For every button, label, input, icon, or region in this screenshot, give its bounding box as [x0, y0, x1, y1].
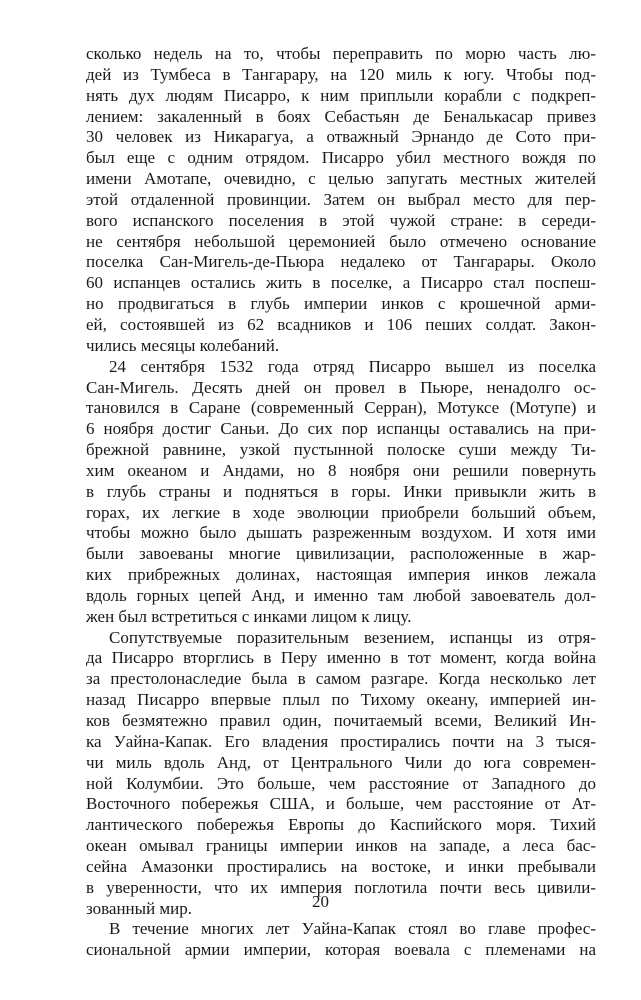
text-line: вдоль горных цепей Анд, и именно там любой завоеватель дол- — [86, 585, 596, 605]
text-line: Восточного побережья США, и больше, чем расстояние от Ат- — [86, 794, 596, 814]
text-line: горах, их легкие в ходе эволюции приобрели больший объем, — [86, 502, 596, 522]
text-line: да Писарро вторглись в Перу именно в тот момент, когда война — [86, 648, 596, 668]
text-line: лантического побережья Европы до Каспийского моря. Тихий — [86, 815, 596, 835]
text-line: за престолонаследие была в самом разгаре. Когда несколько лет — [86, 669, 596, 689]
text-line: 30 человек из Никарагуа, а отважный Эрнандо де Сото при- — [86, 127, 596, 147]
text-line: ка Уайна-Капак. Его владения простирались почти на 3 тыся- — [86, 731, 596, 751]
text-line: был еще с одним отрядом. Писарро убил местного вождя по — [86, 148, 596, 168]
text-line: 6 ноября достиг Саньи. До сих пор испанцы оставались на при- — [86, 419, 596, 439]
text-line: в глубь страны и подняться в горы. Инки привыкли жить в — [86, 481, 596, 501]
text-line: ких прибрежных долинах, настоящая империя инков лежала — [86, 565, 596, 585]
text-line: океан омывал границы империи инков на западе, а леса бас- — [86, 836, 596, 856]
text-line: хим океаном и Андами, но 8 ноября они решили повернуть — [86, 460, 596, 480]
text-line: 60 испанцев остались жить в поселке, а Писарро стал поспеш- — [86, 273, 596, 293]
text-line: лением: закаленный в боях Себастьян де Беналькасар привез — [86, 106, 596, 126]
text-line: жен был встретиться с инками лицом к лицу. — [86, 606, 412, 626]
text-line: брежной равнине, узкой пустынной полоске суши между Ти- — [86, 440, 596, 460]
page-number: 20 — [312, 892, 329, 911]
text-line: назад Писарро впервые плыл по Тихому океану, империей ин- — [86, 690, 596, 710]
text-line: сиональной армии империи, которая воевала с племенами на — [86, 940, 596, 960]
text-line: вого испанского поселения в этой чужой стране: в середи- — [86, 210, 596, 230]
text-line: имени Амотапе, очевидно, с целью запугать местных жителей — [86, 169, 596, 189]
text-line: поселка Сан-Мигель-де-Пьюра недалеко от Тангарары. Около — [86, 252, 596, 272]
text-line: зованный мир. — [86, 898, 193, 918]
text-line: этой отдаленной провинции. Затем он выбрал место для пер- — [86, 189, 596, 209]
text-line: сколько недель на то, чтобы переправить по морю часть лю- — [86, 44, 596, 63]
text-line: но продвигаться в глубь империи инков с крошечной арми- — [86, 294, 596, 314]
text-line: сейна Амазонки простирались на востоке, и инки пребывали — [86, 856, 596, 876]
text-line: чились месяцы колебаний. — [86, 335, 280, 355]
text-line: в уверенности, что их империя поглотила почти весь цивили- — [86, 877, 596, 897]
text-line: чтобы можно было дышать разреженным воздухом. И хотя ими — [86, 523, 596, 543]
text-line: дей из Тумбеса в Тангарару, на 120 миль к югу. Чтобы под- — [86, 64, 596, 84]
text-line: чи миль вдоль Анд, от Центрального Чили до юга современ- — [86, 752, 596, 772]
text-line: ков безмятежно правил один, почитаемый всеми, Великий Ин- — [86, 711, 596, 730]
text-line: Сан-Мигель. Десять дней он провел в Пьюре, ненадолго ос- — [86, 377, 596, 397]
text-line: не сентября небольшой церемонией было отмечено основание — [86, 231, 596, 251]
text-line: нять дух людям Писарро, к ним приплыли корабли с подкреп- — [86, 85, 596, 105]
body-text — [86, 44, 596, 961]
text-line: Сопутствуемые поразительным везением, испанцы из отря- — [109, 627, 596, 647]
text-line: ей, состоявшей из 62 всадников и 106 пеших солдат. Закон- — [86, 314, 596, 334]
text-line: ной Колумбии. Это больше, чем расстояние от Западного до — [86, 773, 596, 793]
text-line: 24 сентября 1532 года отряд Писарро вышел из поселка — [109, 356, 596, 376]
text-line: тановился в Саране (современный Серран), Мотуксе (Мотупе) и — [86, 398, 596, 418]
text-line: были завоеваны многие цивилизации, расположенные в жар- — [86, 544, 596, 564]
text-line: В течение многих лет Уайна-Капак стоял во главе профес- — [109, 919, 596, 939]
